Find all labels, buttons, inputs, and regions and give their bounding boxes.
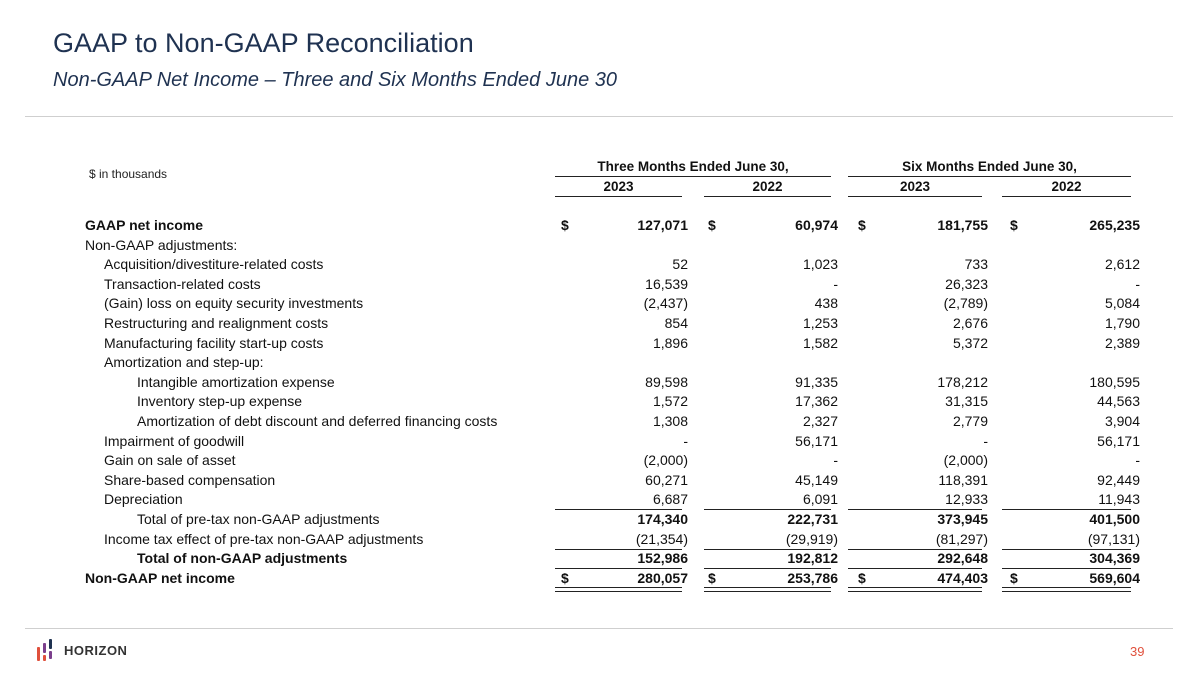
period-header-three-months: Three Months Ended June 30, [555,158,831,177]
value-cell: 16,539 [645,275,688,292]
subtotal-rule [1002,509,1131,510]
total-double-rule [1002,587,1131,592]
table-row-non-gaap-net-income [0,569,1200,589]
row-label: Income tax effect of pre-tax non-GAAP adjustments [104,530,424,547]
table-row [0,432,1200,452]
value-cell: 192,812 [787,550,838,567]
value-cell: 31,315 [945,393,988,410]
value-cell: 56,171 [1097,432,1140,449]
value-cell: 174,340 [637,511,688,527]
year-header: 2022 [704,178,831,197]
currency-symbol: $ [561,569,569,586]
currency-symbol: $ [561,217,569,233]
table-row [0,373,1200,393]
row-label: (Gain) loss on equity security investments [104,295,364,312]
value-cell: 181,755 [937,217,988,233]
logo-wordmark: HORIZON [64,642,128,658]
table-row [0,314,1200,334]
table-row-subtotal [0,510,1200,530]
subtotal-rule [555,509,682,510]
subtotal-rule [555,549,682,550]
total-double-rule [555,587,682,592]
value-cell: - [683,432,688,449]
table-row-gaap-net-income [0,216,1200,236]
value-cell: 280,057 [637,569,688,586]
currency-symbol: $ [1010,217,1018,233]
table-row-section-header [0,236,1200,256]
value-cell: - [983,432,988,449]
row-label: Total of non-GAAP adjustments [137,550,348,567]
value-cell: 265,235 [1089,217,1140,233]
value-cell: 2,612 [1104,256,1140,273]
value-cell: 5,372 [952,334,988,351]
subtotal-rule [704,509,831,510]
year-header: 2023 [848,178,982,197]
row-label: Amortization of debt discount and deferred financing costs [137,413,498,429]
value-cell: 6,091 [802,491,838,508]
row-label: Impairment of goodwill [104,432,245,449]
value-cell: 60,271 [645,471,688,488]
value-cell: (2,000) [643,452,688,469]
currency-symbol: $ [1010,569,1018,586]
row-label: Share-based compensation [104,471,276,488]
table-row [0,294,1200,314]
value-cell: 1,790 [1104,315,1140,331]
value-cell: 11,943 [1098,491,1140,508]
value-cell: 1,308 [652,413,688,429]
value-cell: - [1135,275,1140,292]
table-row [0,412,1200,432]
row-label: GAAP net income [85,217,203,233]
row-label: Manufacturing facility start-up costs [104,334,324,351]
value-cell: 401,500 [1089,511,1140,527]
value-cell: 253,786 [787,569,838,586]
total-double-rule [704,587,831,592]
page-number: 39 [1130,644,1145,659]
table-row [0,471,1200,491]
value-cell: 52 [672,256,688,273]
value-cell: 56,171 [795,432,838,449]
table-row [0,451,1200,471]
table-row [0,392,1200,412]
value-cell: 5,084 [1104,295,1140,312]
value-cell: 1,253 [802,315,838,331]
row-label: Non-GAAP adjustments: [85,236,238,253]
value-cell: 26,323 [945,275,988,292]
company-logo [36,636,127,664]
value-cell: 2,389 [1104,334,1140,351]
value-cell: (2,000) [943,452,988,469]
value-cell: 304,369 [1089,550,1140,567]
subtotal-rule [848,549,982,550]
value-cell: 292,648 [937,550,988,567]
subtotal-rule [1002,568,1131,569]
value-cell: - [1135,452,1140,469]
row-label: Transaction-related costs [104,275,261,292]
table-row-total-adjustments [0,549,1200,569]
currency-symbol: $ [858,569,866,586]
value-cell: (29,919) [785,530,838,547]
value-cell: 222,731 [787,511,838,527]
subtotal-rule [704,568,831,569]
row-label: Inventory step-up expense [137,393,302,410]
row-label: Acquisition/divestiture-related costs [104,256,324,273]
value-cell: (2,437) [643,295,688,312]
row-label: Non-GAAP net income [85,569,235,586]
value-cell: 474,403 [937,569,988,586]
value-cell: - [833,452,838,469]
table-row-section-header [0,353,1200,373]
table-row [0,490,1200,510]
value-cell: (2,789) [943,295,988,312]
row-label: Depreciation [104,491,183,508]
subtotal-rule [555,568,682,569]
subtotal-rule [704,549,831,550]
value-cell: 1,896 [652,334,688,351]
value-cell: 178,212 [937,373,988,390]
subtotal-rule [1002,549,1131,550]
value-cell: 1,023 [802,256,838,273]
row-label: Gain on sale of asset [104,452,236,469]
table-row [0,255,1200,275]
page-title: GAAP to Non-GAAP Reconciliation [53,28,474,58]
value-cell: 854 [664,315,688,331]
currency-symbol: $ [858,217,866,233]
value-cell: 733 [964,256,988,273]
page-subtitle: Non-GAAP Net Income – Three and Six Months Ended June 30 [53,69,618,91]
value-cell: 373,945 [937,511,988,527]
value-cell: 180,595 [1089,373,1140,390]
table-row [0,334,1200,354]
value-cell: 44,563 [1097,393,1140,410]
value-cell: 3,904 [1104,413,1140,429]
value-cell: 569,604 [1089,569,1140,586]
units-note: $ in thousands [89,167,168,181]
logo-bar [43,643,46,653]
year-header: 2022 [1002,178,1131,197]
currency-symbol: $ [708,569,716,586]
value-cell: 45,149 [795,471,838,488]
value-cell: 2,676 [952,315,988,331]
currency-symbol: $ [708,217,716,233]
row-label: Total of pre-tax non-GAAP adjustments [137,511,380,527]
logo-bar [49,639,52,649]
logo-bar [37,647,40,661]
value-cell: (81,297) [935,530,988,547]
value-cell: 118,391 [938,471,988,488]
value-cell: 60,974 [795,217,838,233]
row-label: Amortization and step-up: [104,354,264,371]
horizon-logo-icon [36,637,58,663]
row-label: Intangible amortization expense [137,373,335,390]
value-cell: - [833,275,838,292]
value-cell: 438 [814,295,838,312]
table-row [0,275,1200,295]
subtotal-rule [848,509,982,510]
value-cell: (21,354) [635,530,688,547]
value-cell: 1,572 [652,393,688,410]
year-header: 2023 [555,178,682,197]
value-cell: 89,598 [645,373,688,390]
period-header-six-months: Six Months Ended June 30, [848,158,1131,177]
header-divider [25,116,1173,117]
value-cell: 12,933 [945,491,988,508]
logo-bar [43,655,46,661]
value-cell: 127,071 [637,217,688,233]
total-double-rule [848,587,982,592]
value-cell: 91,335 [795,373,838,390]
value-cell: 17,362 [795,393,838,410]
row-label: Restructuring and realignment costs [104,315,329,331]
subtotal-rule [848,568,982,569]
table-row [0,530,1200,550]
logo-bar [49,651,52,659]
value-cell: 6,687 [652,491,688,508]
value-cell: 1,582 [802,334,838,351]
value-cell: (97,131) [1087,530,1140,547]
value-cell: 2,779 [952,413,988,429]
value-cell: 2,327 [802,413,838,429]
value-cell: 92,449 [1097,471,1140,488]
footer-divider [25,628,1173,629]
value-cell: 152,986 [637,550,688,567]
